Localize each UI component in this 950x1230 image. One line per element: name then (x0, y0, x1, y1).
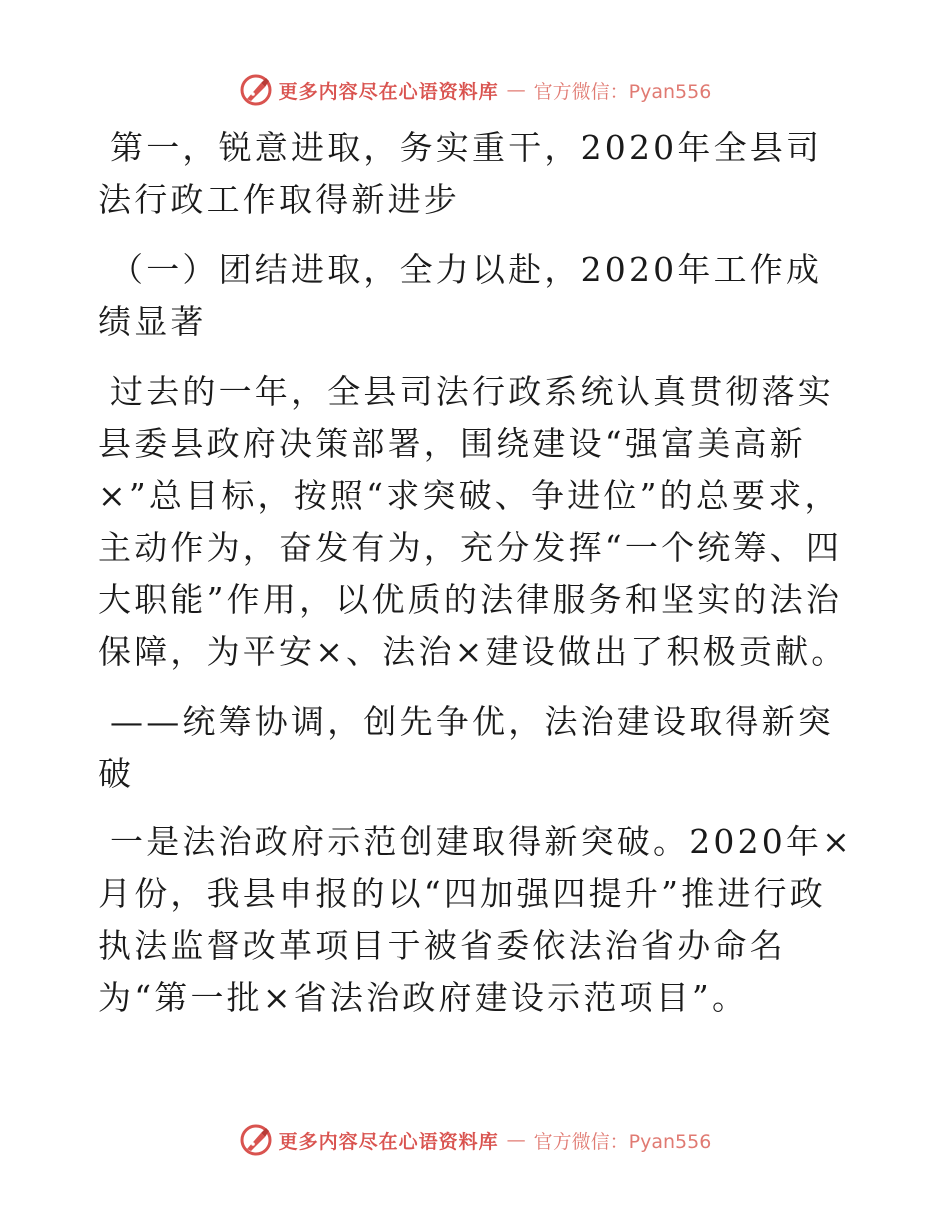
section-heading-first: 第一，锐意进取，务实重干，2020年全县司法行政工作取得新进步 (98, 128, 823, 219)
footer-banner-wechat-text: 官方微信：Pyan556 (533, 1130, 712, 1153)
paragraph-coordination-heading: ——统筹协调，创先争优，法治建设取得新突破 (98, 702, 834, 793)
paragraph-rule-of-law-breakthrough: 一是法治政府示范创建取得新突破。2020年×月份，我县申报的以“四加强四提升”推进行政执法监督改革项目于被省委依法治省办命名为“第一批×省法治政府建设示范项目”。 (98, 822, 854, 1017)
header-banner-dash: — (506, 79, 526, 101)
pen-nib-logo-icon (239, 1123, 273, 1157)
header-banner-wechat-text: 官方微信：Pyan556 (533, 80, 712, 103)
footer-banner (0, 1120, 950, 1160)
header-banner-site-text: 更多内容尽在心语资料库 (278, 80, 499, 103)
header-banner-inner (239, 73, 712, 107)
footer-banner-site-text: 更多内容尽在心语资料库 (278, 1130, 499, 1153)
document-body (98, 122, 858, 1042)
footer-banner-inner (239, 1123, 712, 1157)
subsection-heading-one: （一）团结进取，全力以赴，2020年工作成绩显著 (98, 250, 823, 341)
header-banner (0, 70, 950, 110)
paragraph-past-year-summary: 过去的一年，全县司法行政系统认真贯彻落实县委县政府决策部署，围绕建设“强富美高新×”总目标，按照“求突破、争进位”的总要求，主动作为，奋发有为，充分发挥“一个统筹、四大职能”作用，以优质的法律服务和坚实的法治保障，为平安×、法治×建设做出了积极贡献。 (98, 372, 848, 671)
footer-banner-dash: — (506, 1129, 526, 1151)
pen-nib-logo-icon (239, 73, 273, 107)
